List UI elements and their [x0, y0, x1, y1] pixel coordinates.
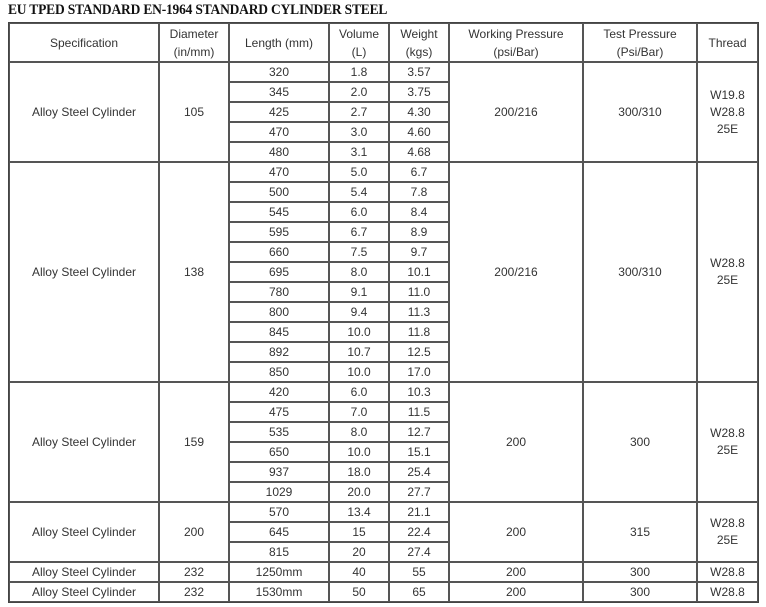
table-row: [9, 382, 758, 402]
length-cell: 660: [229, 242, 329, 262]
table-row: [9, 582, 758, 602]
volume-cell: 7.0: [329, 402, 389, 422]
working-pressure-cell: 200: [449, 562, 583, 582]
header-line: Specification: [49, 35, 119, 50]
header-weight: [389, 23, 449, 62]
length-cell: 345: [229, 82, 329, 102]
volume-cell: 6.0: [329, 382, 389, 402]
header-specification: [9, 23, 159, 62]
volume-cell: 8.0: [329, 422, 389, 442]
thread-value: W28.8: [710, 256, 745, 270]
weight-cell: 8.4: [389, 202, 449, 222]
header-line: Volume: [338, 26, 380, 41]
test-pressure-cell: 300: [583, 582, 697, 602]
header-line: Working Pressure: [468, 26, 564, 41]
header-unit: (L): [351, 44, 367, 59]
weight-cell: 12.5: [389, 342, 449, 362]
weight-cell: 21.1: [389, 502, 449, 522]
weight-cell: 9.7: [389, 242, 449, 262]
weight-cell: 4.68: [389, 142, 449, 162]
working-pressure-cell: 200: [449, 382, 583, 502]
header-unit: (in/mm): [173, 44, 215, 59]
volume-cell: 10.0: [329, 322, 389, 342]
volume-cell: 40: [329, 562, 389, 582]
volume-cell: 2.7: [329, 102, 389, 122]
header-length: [229, 23, 329, 62]
header-line: Length (mm): [244, 35, 314, 50]
length-cell: 850: [229, 362, 329, 382]
table-row: [9, 562, 758, 582]
length-cell: 937: [229, 462, 329, 482]
length-cell: 595: [229, 222, 329, 242]
length-cell: 570: [229, 502, 329, 522]
page-title: EU TPED STANDARD EN-1964 STANDARD CYLINDER STEEL: [8, 2, 388, 18]
volume-cell: 13.4: [329, 502, 389, 522]
weight-cell: 12.7: [389, 422, 449, 442]
working-pressure-cell: 200: [449, 502, 583, 562]
specification-cell: Alloy Steel Cylinder: [9, 582, 159, 602]
volume-cell: 6.7: [329, 222, 389, 242]
length-cell: 645: [229, 522, 329, 542]
test-pressure-cell: 300/310: [583, 162, 697, 382]
length-cell: 480: [229, 142, 329, 162]
weight-cell: 15.1: [389, 442, 449, 462]
length-cell: 470: [229, 162, 329, 182]
volume-cell: 7.5: [329, 242, 389, 262]
weight-cell: 4.60: [389, 122, 449, 142]
weight-cell: 55: [389, 562, 449, 582]
volume-cell: 1.8: [329, 62, 389, 82]
weight-cell: 22.4: [389, 522, 449, 542]
specification-cell: Alloy Steel Cylinder: [9, 62, 159, 162]
length-cell: 545: [229, 202, 329, 222]
test-pressure-cell: 300: [583, 382, 697, 502]
diameter-cell: 200: [159, 502, 229, 562]
working-pressure-cell: 200: [449, 582, 583, 602]
length-cell: 845: [229, 322, 329, 342]
diameter-cell: 138: [159, 162, 229, 382]
thread-value: W28.8: [710, 584, 745, 599]
thread-value: 25E: [716, 121, 739, 136]
header-thread: [697, 23, 758, 62]
weight-cell: 11.8: [389, 322, 449, 342]
volume-cell: 5.0: [329, 162, 389, 182]
cylinder-spec-table: [8, 22, 759, 603]
diameter-cell: 232: [159, 562, 229, 582]
length-cell: 470: [229, 122, 329, 142]
volume-cell: 50: [329, 582, 389, 602]
volume-cell: 18.0: [329, 462, 389, 482]
thread-cell: [697, 562, 758, 582]
test-pressure-cell: 300: [583, 562, 697, 582]
header-unit: (kgs): [405, 44, 433, 59]
length-cell: 1029: [229, 482, 329, 502]
volume-cell: 6.0: [329, 202, 389, 222]
thread-value: 25E: [716, 273, 739, 287]
header-volume: [329, 23, 389, 62]
header-test-pressure: [583, 23, 697, 62]
header-line: Thread: [708, 35, 747, 50]
thread-cell: [697, 382, 758, 502]
thread-value: 25E: [716, 443, 739, 457]
volume-cell: 8.0: [329, 262, 389, 282]
header-line: Diameter: [169, 26, 219, 41]
weight-cell: 25.4: [389, 462, 449, 482]
thread-value: W28.8: [710, 104, 745, 119]
weight-cell: 11.0: [389, 282, 449, 302]
thread-value: W19.8: [710, 87, 745, 102]
length-cell: 800: [229, 302, 329, 322]
header-line: Test Pressure: [603, 26, 677, 41]
thread-value: 25E: [716, 533, 739, 547]
length-cell: 695: [229, 262, 329, 282]
volume-cell: 20.0: [329, 482, 389, 502]
weight-cell: 3.57: [389, 62, 449, 82]
weight-cell: 6.7: [389, 162, 449, 182]
length-cell: 535: [229, 422, 329, 442]
specification-cell: Alloy Steel Cylinder: [9, 162, 159, 382]
weight-cell: 4.30: [389, 102, 449, 122]
length-cell: 815: [229, 542, 329, 562]
header-working-pressure: [449, 23, 583, 62]
weight-cell: 10.1: [389, 262, 449, 282]
weight-cell: 17.0: [389, 362, 449, 382]
weight-cell: 11.5: [389, 402, 449, 422]
thread-value: W28.8: [710, 426, 745, 440]
test-pressure-cell: 300/310: [583, 62, 697, 162]
volume-cell: 3.0: [329, 122, 389, 142]
weight-cell: 27.4: [389, 542, 449, 562]
specification-cell: Alloy Steel Cylinder: [9, 502, 159, 562]
volume-cell: 15: [329, 522, 389, 542]
weight-cell: 10.3: [389, 382, 449, 402]
header-line: Weight: [400, 26, 438, 41]
length-cell: 1530mm: [229, 582, 329, 602]
thread-value: W28.8: [710, 564, 745, 579]
volume-cell: 10.7: [329, 342, 389, 362]
volume-cell: 5.4: [329, 182, 389, 202]
volume-cell: 10.0: [329, 362, 389, 382]
working-pressure-cell: 200/216: [449, 162, 583, 382]
thread-cell: [697, 162, 758, 382]
volume-cell: 2.0: [329, 82, 389, 102]
test-pressure-cell: 315: [583, 502, 697, 562]
diameter-cell: 159: [159, 382, 229, 502]
weight-cell: 11.3: [389, 302, 449, 322]
length-cell: 420: [229, 382, 329, 402]
thread-cell: [697, 62, 758, 162]
length-cell: 475: [229, 402, 329, 422]
thread-cell: [697, 502, 758, 562]
header-unit: (psi/Bar): [493, 44, 539, 59]
volume-cell: 10.0: [329, 442, 389, 462]
length-cell: 320: [229, 62, 329, 82]
length-cell: 650: [229, 442, 329, 462]
thread-value: W28.8: [710, 516, 745, 530]
weight-cell: 7.8: [389, 182, 449, 202]
header-unit: (Psi/Bar): [616, 44, 664, 59]
volume-cell: 3.1: [329, 142, 389, 162]
length-cell: 500: [229, 182, 329, 202]
volume-cell: 20: [329, 542, 389, 562]
weight-cell: 65: [389, 582, 449, 602]
volume-cell: 9.1: [329, 282, 389, 302]
thread-cell: [697, 582, 758, 602]
diameter-cell: 105: [159, 62, 229, 162]
header-diameter: [159, 23, 229, 62]
volume-cell: 9.4: [329, 302, 389, 322]
specification-cell: Alloy Steel Cylinder: [9, 562, 159, 582]
working-pressure-cell: 200/216: [449, 62, 583, 162]
length-cell: 1250mm: [229, 562, 329, 582]
table-row: [9, 62, 758, 82]
weight-cell: 8.9: [389, 222, 449, 242]
header-row: [9, 23, 758, 62]
table-row: [9, 502, 758, 522]
length-cell: 425: [229, 102, 329, 122]
table-row: [9, 162, 758, 182]
length-cell: 892: [229, 342, 329, 362]
specification-cell: Alloy Steel Cylinder: [9, 382, 159, 502]
diameter-cell: 232: [159, 582, 229, 602]
weight-cell: 27.7: [389, 482, 449, 502]
weight-cell: 3.75: [389, 82, 449, 102]
length-cell: 780: [229, 282, 329, 302]
